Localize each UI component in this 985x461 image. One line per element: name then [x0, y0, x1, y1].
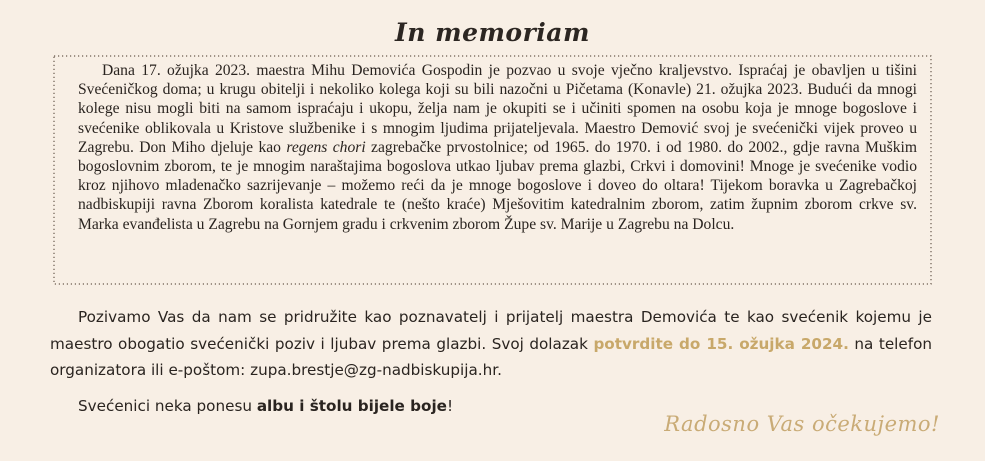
- invitation-text-part1: Pozivamo Vas da nam se pridružite kao poznavatelj i prijatelj maestra Demovića te kao svećenik kojemu je maestro obogatio svećenički poziv i ljubav prema glazbi. Svoj dolazak: [50, 308, 932, 353]
- invitation-text-part2: na telefon organizatora ili e-poštom: zupa.brestje@zg-nadbiskupija.hr.: [50, 334, 933, 379]
- invitation-paragraph: [50, 304, 932, 384]
- memorial-text-part2: zagrebačke prvostolnice; od 1965. do 1970. i od 1980. do 2002., gdje ravna Muškim bogoslovnim zborom, te je mnogim naraštajima bogoslova utkao ljubav prema glazbi, Crkvi i domovini! Mnoge je svećenike vodio kroz njihovo mladenačko sazrijevanje – možemo reći da je mnoge bogoslove i doveo do oltara! Tijekom boravka u Zagrebačkoj nadbiskupiji ravna Zborom koralista katedrale te (nešto kraće) Mješovitim katedralnim zborom, zatim župnim zborom crkve sv. Marka evanđelista u Zagrebu na Gornjem gradu i crkvenim zborom Župe sv. Marije u Zagrebu na Dolcu.: [78, 138, 917, 233]
- note-bold: albu i štolu bijele boje: [256, 397, 447, 415]
- note-text-part2: !: [446, 397, 454, 415]
- closing-line: Radosno Vas očekujemo!: [664, 412, 940, 436]
- memorial-text-part1: Dana 17. ožujka 2023. maestra Mihu Demovića Gospodin je pozvao u svoje vječno kraljevstvo. Ispraćaj je obavljen u tišini Svećeničkog doma; u krugu obitelji i nekoliko kolega koji su bili nazočni u Pičetama (Konavle) 21. ožujka 2023. Budući da mnogi kolege nisu mogli biti na samom ispraćaju i ukopu, želja nam je okupiti se i učiniti spomen na osobu koja je mnoge bogoslove i svećenike oblikovala u Kristove službenike i s mnogim ljudima prijateljevala. Maestro Demović svoj je svećenički vijek proveo u Zagrebu. Don Miho djeluje kao: [78, 62, 917, 156]
- rsvp-deadline: potvrdite do 15. ožujka 2024.: [593, 334, 849, 353]
- vestment-note: [78, 393, 453, 419]
- page-title: In memoriam: [395, 18, 590, 47]
- note-text-part1: Svećenici neka ponesu: [78, 397, 257, 415]
- memorial-text: [78, 61, 917, 234]
- regens-chori-italic: regens chori: [286, 138, 366, 156]
